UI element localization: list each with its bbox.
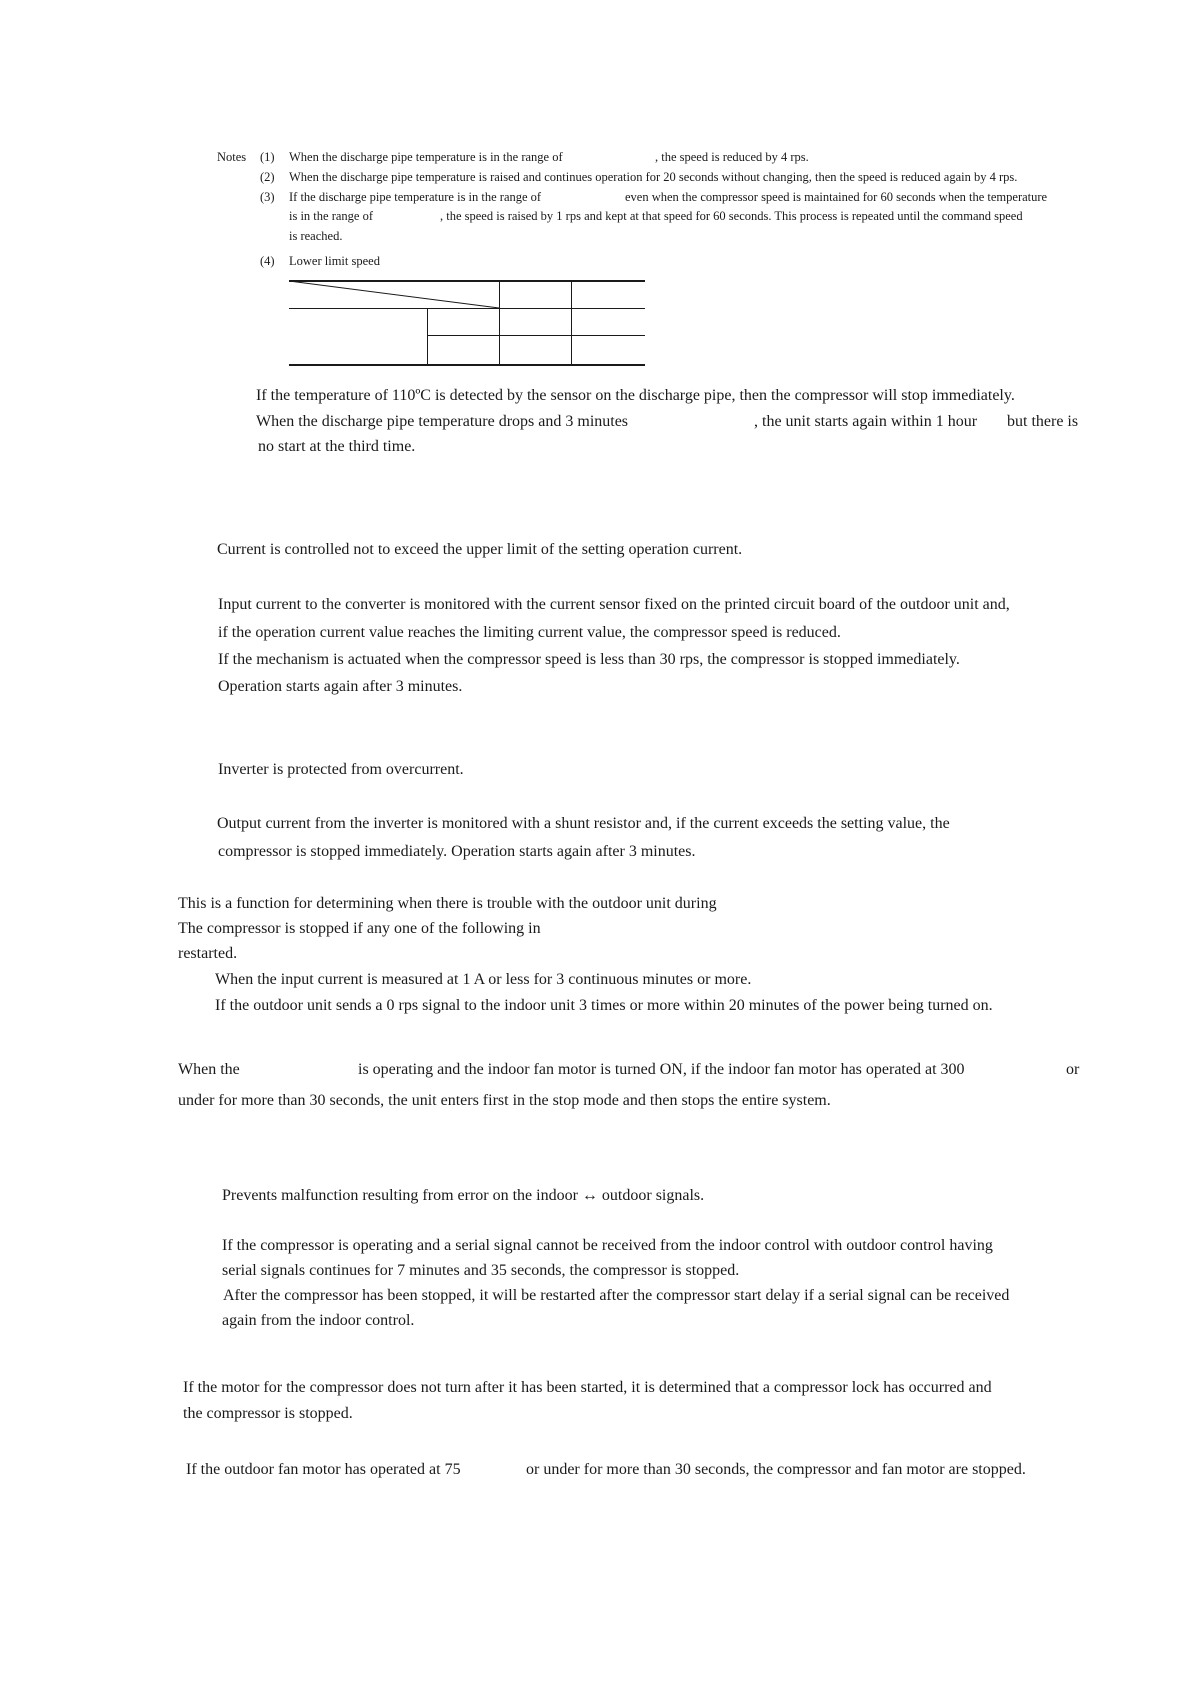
note-3-text-b: even when the compressor speed is maintained for 60 seconds when the temperature — [625, 190, 1048, 204]
compressor-lock-line-1: If the motor for the compressor does not turn after it has been started, it is determined that a compressor lock has occurred and — [183, 1379, 992, 1396]
indoor-fan-line-1c: or — [1066, 1061, 1080, 1078]
discharge-stop-line-3: no start at the third time. — [258, 438, 416, 455]
indoor-fan-line-1b: is operating and the indoor fan motor is turned ON, if the indoor fan motor has operated at 300 — [358, 1061, 965, 1078]
note-1-text-b: , the speed is reduced by 4 rps. — [655, 150, 809, 164]
indoor-fan-line-2: under for more than 30 seconds, the unit enters first in the stop mode and then stops the entire system. — [178, 1092, 831, 1109]
table-bottom-rule — [289, 364, 645, 366]
outdoor-trouble-condition-1: When the input current is measured at 1 A or less for 3 continuous minutes or more. — [215, 971, 752, 988]
discharge-stop-line-2c: but there is — [1007, 413, 1079, 430]
note-3-text-e: is reached. — [289, 229, 343, 243]
note-2-text: When the discharge pipe temperature is raised and continues operation for 20 seconds without changing, then the speed is reduced again by 4 rps. — [289, 170, 1018, 184]
table-col-line-1 — [427, 308, 428, 365]
note-1-text-a: When the discharge pipe temperature is in the range of — [289, 150, 563, 164]
serial-signal-detail-1: If the compressor is operating and a serial signal cannot be received from the indoor control with outdoor control having — [222, 1237, 993, 1254]
serial-signal-detail-3: After the compressor has been stopped, it will be restarted after the compressor start delay if a serial signal can be received — [223, 1287, 1010, 1304]
table-col-line-3 — [571, 280, 572, 365]
current-cut-detail-1: Output current from the inverter is monitored with a shunt resistor and, if the current exceeds the setting value, the — [217, 815, 950, 832]
discharge-stop-line-2b: , the unit starts again within 1 hour — [754, 413, 978, 430]
serial-signal-detail-4: again from the indoor control. — [222, 1312, 415, 1329]
note-3-text-a: If the discharge pipe temperature is in the range of — [289, 190, 542, 204]
table-diagonal-header — [289, 280, 501, 310]
current-safe-detail-2: if the operation current value reaches the limiting current value, the compressor speed is reduced. — [218, 624, 841, 641]
note-1-number: (1) — [260, 150, 275, 164]
serial-signal-summary: Prevents malfunction resulting from error on the indoor ↔ outdoor signals. — [222, 1187, 705, 1204]
current-safe-detail-1: Input current to the converter is monitored with the current sensor fixed on the printed circuit board of the outdoor unit and, — [218, 596, 1010, 613]
table-row-line-2 — [427, 335, 645, 336]
current-safe-detail-4: Operation starts again after 3 minutes. — [218, 678, 463, 695]
notes-label: Notes — [217, 150, 247, 164]
outdoor-trouble-condition-2: If the outdoor unit sends a 0 rps signal to the indoor unit 3 times or more within 20 minutes of the power being turned on. — [215, 997, 993, 1014]
compressor-lock-line-2: the compressor is stopped. — [183, 1405, 353, 1422]
outdoor-fan-line-a: If the outdoor fan motor has operated at 75 — [186, 1461, 461, 1478]
discharge-stop-line-2a: When the discharge pipe temperature drops and 3 minutes — [256, 413, 629, 430]
note-4-number: (4) — [260, 254, 275, 268]
current-cut-detail-2: compressor is stopped immediately. Operation starts again after 3 minutes. — [218, 843, 696, 860]
note-3-number: (3) — [260, 190, 275, 204]
indoor-fan-line-1a: When the — [178, 1061, 240, 1078]
note-3-text-d: , the speed is raised by 1 rps and kept at that speed for 60 seconds. This process is repeated until the command speed — [440, 209, 1023, 223]
note-4-text: Lower limit speed — [289, 254, 380, 268]
outdoor-trouble-line-3: restarted. — [178, 945, 238, 962]
discharge-stop-line-1: If the temperature of 110ºC is detected by the sensor on the discharge pipe, then the compressor will stop immediately. — [256, 387, 1015, 404]
current-safe-detail-3: If the mechanism is actuated when the compressor speed is less than 30 rps, the compressor is stopped immediately. — [218, 651, 960, 668]
outdoor-fan-line-b: or under for more than 30 seconds, the compressor and fan motor are stopped. — [526, 1461, 1026, 1478]
outdoor-trouble-line-1: This is a function for determining when there is trouble with the outdoor unit during — [178, 895, 717, 912]
current-cut-summary: Inverter is protected from overcurrent. — [218, 761, 464, 778]
note-3-text-c: is in the range of — [289, 209, 374, 223]
outdoor-trouble-line-2: The compressor is stopped if any one of the following in — [178, 920, 541, 937]
note-2-number: (2) — [260, 170, 275, 184]
current-safe-summary: Current is controlled not to exceed the upper limit of the setting operation current. — [217, 541, 743, 558]
serial-signal-detail-2: serial signals continues for 7 minutes and 35 seconds, the compressor is stopped. — [222, 1262, 740, 1279]
